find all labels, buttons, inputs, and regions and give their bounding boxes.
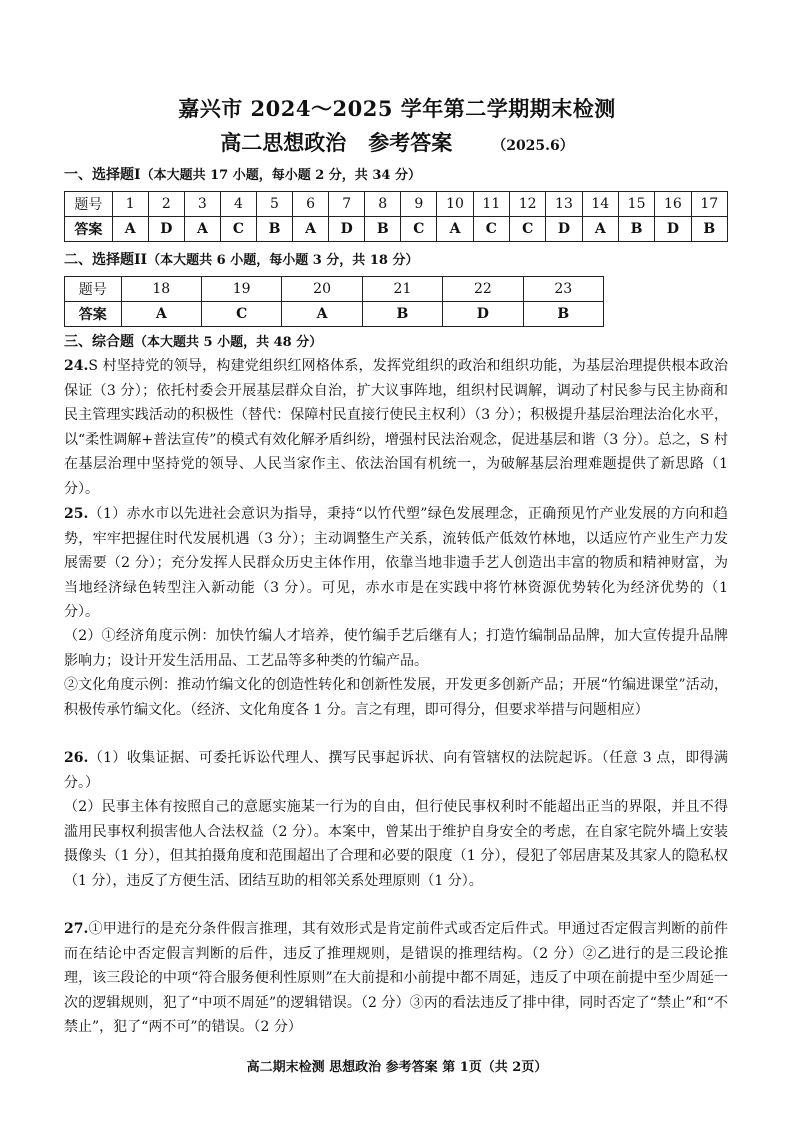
table-cell: 18 (121, 277, 201, 302)
question-number: 27. (64, 921, 89, 937)
section-3-heading: 三、综合题（本大题共 5 小题，共 48 分） (64, 334, 323, 350)
page-footer: 高二期末检测 思想政治 参考答案 第 1页（共 2页） (246, 1060, 548, 1075)
table-cell: 8 (365, 192, 401, 217)
answer-26-part-1 (64, 746, 728, 795)
table-cell: 6 (293, 192, 329, 217)
answer-text: （1）收集证据、可委托诉讼代理人、撰写民事起诉状、向有管辖权的法院起诉。（任意 3 点，即得满分。） (64, 750, 728, 791)
choice-answer-table-2 (64, 276, 604, 327)
row-label: 答案 (65, 302, 122, 327)
exam-title: 嘉兴市 2024～2025 学年第二学期期末检测 (178, 96, 616, 121)
table-cell: A (184, 217, 220, 242)
table-cell: B (691, 217, 727, 242)
answer-25-part-1 (64, 502, 728, 625)
answer-text: S 村坚持党的领导，构建党组织红网格体系，发挥党组织的政治和组织功能，为基层治理提供根本政治保证（3 分）；依托村委会开展基层群众自治，扩大议事阵地，组织村民调解，调动了村民参与民主协商和民主管理实践活动的积极性（替代：保障村民直接行使民主权利）（3 分）；积极提升基层治理法治化水平，以“柔性调解+普法宣传”的模式有效化解矛盾纠纷，增强村民法治观念，促进基层和谐（3 分）。总之，S 村在基层治理中坚持党的领导、人民当家作主、依法治国有机统一，为破解基层治理难题提供了新思路（1 分）。 (64, 358, 728, 497)
table-cell: D (329, 217, 365, 242)
answer-26-part-2: （2）民事主体有按照自己的意愿实施某一行为的自由，但行使民事权利时不能超出正当的界限，并且不得滥用民事权利损害他人合法权益（2 分）。本案中，曾某出于维护自身安全的考虑，在自家宅院外墙上安装摄像头（1 分），但其拍摄角度和范围超出了合理和必要的限度（1 分），侵犯了邻居唐某及其家人的隐私权（1 分），违反了方便生活、团结互助的相邻关系处理原则（1 分）。 (64, 799, 728, 889)
row-label: 题号 (65, 192, 113, 217)
table-cell: C (401, 217, 437, 242)
table-cell: D (655, 217, 691, 242)
answer-row (65, 217, 728, 242)
table-cell: C (473, 217, 509, 242)
section-2-heading: 二、选择题II（本大题共 6 小题，每小题 3 分，共 18 分） (64, 252, 419, 268)
question-number: 24. (64, 358, 89, 374)
table-cell: C (509, 217, 545, 242)
table-cell: 7 (329, 192, 365, 217)
table-cell: 11 (473, 192, 509, 217)
table-cell: C (201, 302, 281, 327)
question-number-row (65, 192, 728, 217)
table-cell: A (282, 302, 362, 327)
table-cell: 5 (256, 192, 292, 217)
table-cell: 17 (691, 192, 727, 217)
table-cell: 20 (282, 277, 362, 302)
answer-text: ①甲进行的是充分条件假言推理，其有效形式是肯定前件式或否定后件式。甲通过否定假言判断的前件而在结论中否定假言判断的后件，违反了推理规则，是错误的推理结构。（2 分）②乙进行的是三段论推理，该三段论的中项“符合服务便利性原则”在大前提和小前提中都不周延，违反了中项在前提中至少周延一次的逻辑规则，犯了“中项不周延”的逻辑错误。（2 分）③丙的看法违反了排中律，同时否定了“禁止”和“不禁止”，犯了“两不可”的错误。（2 分） (64, 921, 728, 1035)
choice-answer-table-1 (64, 191, 728, 242)
subject-title: 高二思想政治 (220, 130, 347, 155)
table-cell: 22 (443, 277, 523, 302)
table-cell: A (293, 217, 329, 242)
table-cell: B (523, 302, 603, 327)
table-cell: 14 (582, 192, 618, 217)
subtitle (0, 127, 794, 157)
answer-25-part-2-economy: （2）①经济角度示例：加快竹编人才培养，使竹编手艺后继有人；打造竹编制品品牌，加大宣传提升品牌影响力；设计开发生活用品、工艺品等多种类的竹编产品。 (64, 628, 728, 669)
table-cell: D (148, 217, 184, 242)
table-cell: B (618, 217, 654, 242)
table-cell: 13 (546, 192, 582, 217)
table-cell: 4 (220, 192, 256, 217)
table-cell: B (362, 302, 442, 327)
table-cell: A (437, 217, 473, 242)
table-cell: A (121, 302, 201, 327)
table-cell: A (582, 217, 618, 242)
row-label: 题号 (65, 277, 122, 302)
answer-key-title: 参考答案 (368, 130, 453, 155)
table-cell: 21 (362, 277, 442, 302)
exam-date: （2025.6） (492, 138, 574, 154)
answer-25-part-2-culture: ②文化角度示例：推动竹编文化的创造性转化和创新性发展，开发更多创新产品；开展“竹编进课堂”活动，积极传承竹编文化。（经济、文化角度各 1 分。言之有理，即可得分，但要求举措与问题相应） (64, 677, 728, 718)
answer-text: （1）赤水市以先进社会意识为指导，秉持“以竹代塑”绿色发展理念，正确预见竹产业发展的方向和趋势，牢牢把握住时代发展机遇（3 分）；主动调整生产关系，流转低产低效竹林地，以适应竹产业生产力发展需要（2 分）；充分发挥人民群众历史主体作用，依靠当地非遗手艺人创造出丰富的物质和精神财富，为当地经济绿色转型注入新动能（3 分）。可见，赤水市是在实践中将竹林资源优势转化为经济优势的（1 分）。 (64, 506, 728, 620)
table-cell: 15 (618, 192, 654, 217)
answer-24 (64, 354, 728, 501)
table-cell: D (546, 217, 582, 242)
table-cell: 23 (523, 277, 603, 302)
table-cell: C (220, 217, 256, 242)
table-cell: 1 (112, 192, 148, 217)
table-cell: 10 (437, 192, 473, 217)
row-label: 答案 (65, 217, 113, 242)
answer-27 (64, 917, 728, 1040)
table-cell: B (256, 217, 292, 242)
table-cell: A (112, 217, 148, 242)
section-1-heading: 一、选择题I（本大题共 17 小题，每小题 2 分，共 34 分） (64, 167, 421, 183)
table-cell: 19 (201, 277, 281, 302)
table-cell: 2 (148, 192, 184, 217)
question-number-row (65, 277, 604, 302)
question-number: 26. (64, 750, 89, 766)
table-cell: B (365, 217, 401, 242)
answer-row (65, 302, 604, 327)
table-cell: 12 (509, 192, 545, 217)
table-cell: D (443, 302, 523, 327)
table-cell: 3 (184, 192, 220, 217)
table-cell: 9 (401, 192, 437, 217)
question-number: 25. (64, 506, 89, 522)
table-cell: 16 (655, 192, 691, 217)
